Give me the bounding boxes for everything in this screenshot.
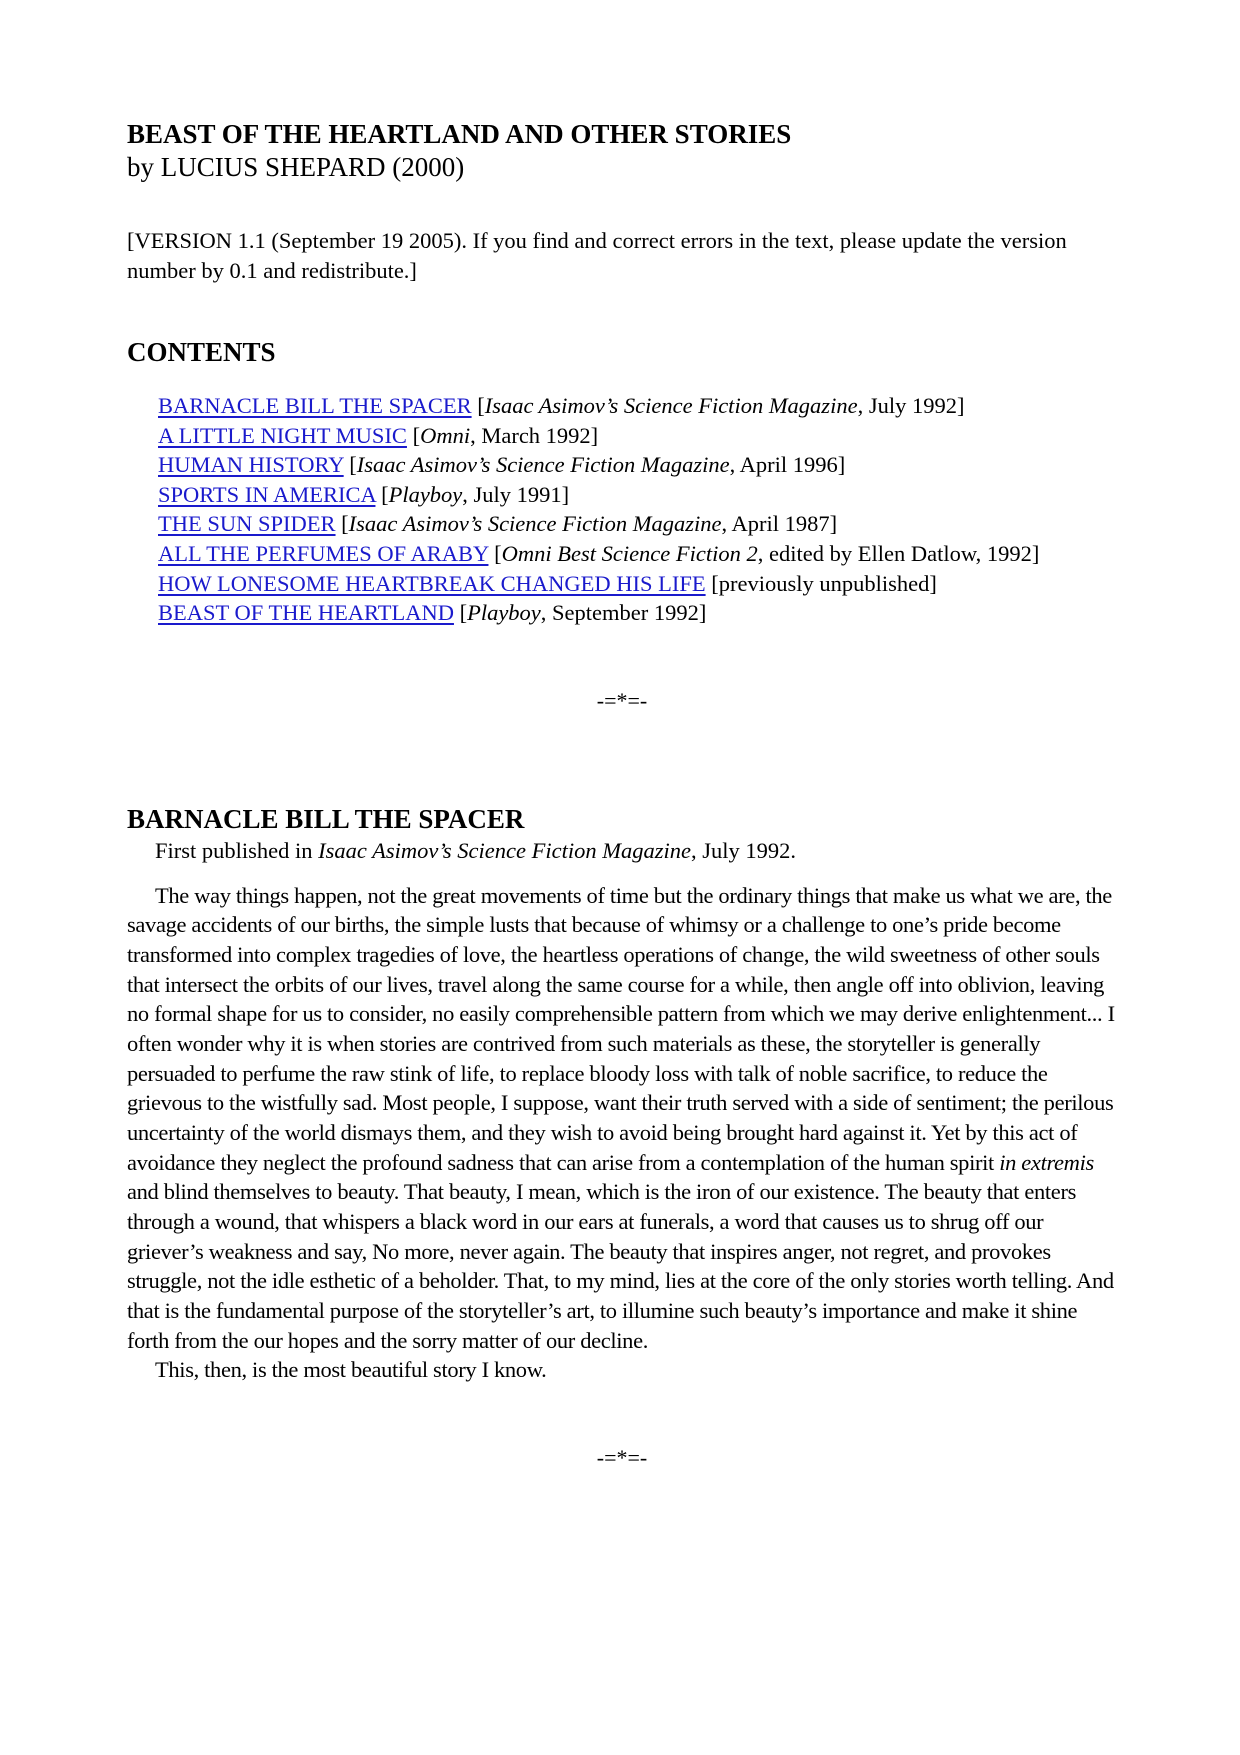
toc-link-barnacle-bill[interactable]: BARNACLE BILL THE SPACER: [158, 393, 472, 418]
byline: by LUCIUS SHEPARD (2000): [127, 152, 465, 182]
toc-link-beast-of-heartland[interactable]: BEAST OF THE HEARTLAND: [158, 600, 454, 626]
story-body: [127, 881, 1117, 1385]
toc-link-lonesome-heartbreak[interactable]: HOW LONESOME HEARTBREAK CHANGED HIS LIFE: [158, 570, 706, 596]
toc-item: SPORTS IN AMERICA [Playboy, July 1991]: [158, 481, 570, 507]
toc-item: BARNACLE BILL THE SPACER [Isaac Asimov’s Science Fiction Magazine, July 1992]: [158, 393, 965, 418]
version-note: [VERSION 1.1 (September 19 2005). If you find and correct errors in the text, please update the version number by 0.1 and redistribute.]: [127, 228, 1067, 283]
toc-link-little-night-music[interactable]: A LITTLE NIGHT MUSIC: [158, 422, 407, 448]
toc-item: HUMAN HISTORY [Isaac Asimov’s Science Fiction Magazine, April 1996]: [158, 452, 846, 478]
story-paragraph: This, then, is the most beautiful story I know.: [155, 1357, 547, 1383]
table-of-contents: [158, 391, 1117, 628]
toc-link-sun-spider[interactable]: THE SUN SPIDER: [158, 511, 336, 537]
toc-item: ALL THE PERFUMES OF ARABY [Omni Best Science Fiction 2, edited by Ellen Datlow, 1992]: [158, 540, 1040, 566]
section-separator: -=*=-: [596, 1444, 648, 1470]
document-page: [127, 118, 1117, 1471]
toc-item: A LITTLE NIGHT MUSIC [Omni, March 1992]: [158, 422, 599, 448]
toc-link-perfumes-of-araby[interactable]: ALL THE PERFUMES OF ARABY: [158, 540, 489, 566]
toc-link-human-history[interactable]: HUMAN HISTORY: [158, 452, 344, 478]
toc-item: THE SUN SPIDER [Isaac Asimov’s Science Fiction Magazine, April 1987]: [158, 511, 838, 537]
contents-heading: CONTENTS: [127, 337, 276, 367]
toc-link-sports-in-america[interactable]: SPORTS IN AMERICA: [158, 481, 376, 507]
toc-item: BEAST OF THE HEARTLAND [Playboy, September 1992]: [158, 600, 707, 626]
story-paragraph: The way things happen, not the great movements of time but the ordinary things that make us what we are, the savage accidents of our births, the simple lusts that because of whimsy or a challenge to one’s pride become transformed into complex tragedies of love, the heartless operations of change, the wild sweetness of other souls that intersect the orbits of our lives, travel along the same course for a while, then angle off into oblivion, leaving no formal shape for us to consider, no easily comprehensible pattern from which we may derive enlightenment... I often wonder why it is when stories are contrived from such materials as these, the storyteller is generally persuaded to perfume the raw stink of life, to replace bloody loss with talk of noble sacrifice, to reduce the grievous to the wistfully sad. Most people, I suppose, want their truth served with a side of sentiment; the perilous uncertainty of the world dismays them, and they wish to avoid being brought hard against it. Yet by this act of avoidance they neglect the profound sadness that can arise from a contemplation of the human spirit in extremis and blind themselves to beauty. That beauty, I mean, which is the iron of our existence. The beauty that enters through a wound, that whispers a black word in our ears at funerals, a word that causes us to shrug off our griever’s weakness and say, No more, never again. The beauty that inspires anger, not regret, and provokes struggle, not the idle esthetic of a beholder. That, to my mind, lies at the core of the only stories worth telling. And that is the fundamental purpose of the storyteller’s art, to illumine such beauty’s importance and make it shine forth from the our hopes and the sorry matter of our decline.: [127, 882, 1115, 1353]
publication-note: First published in Isaac Asimov’s Science Fiction Magazine, July 1992.: [155, 837, 796, 863]
section-separator: -=*=-: [596, 687, 648, 713]
book-title: BEAST OF THE HEARTLAND AND OTHER STORIES: [127, 119, 792, 149]
toc-item: HOW LONESOME HEARTBREAK CHANGED HIS LIFE [previously unpublished]: [158, 570, 937, 596]
story-title: BARNACLE BILL THE SPACER: [127, 803, 525, 834]
